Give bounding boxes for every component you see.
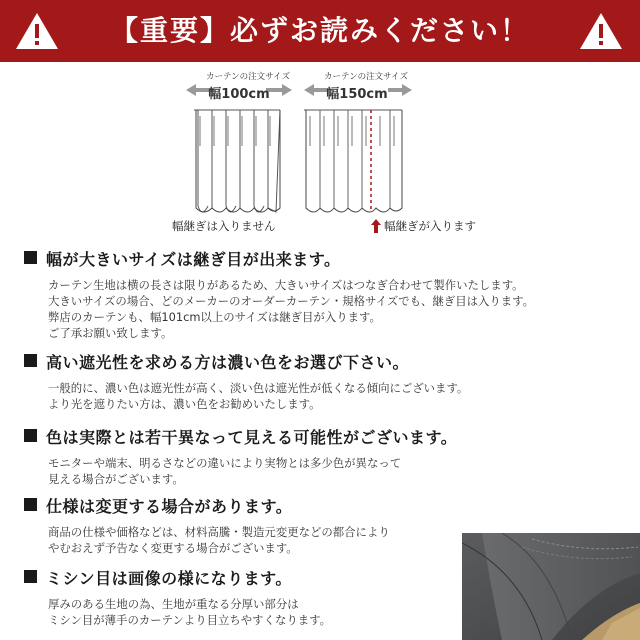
width-label: 幅150cm xyxy=(326,87,388,102)
bullet-square xyxy=(24,498,37,511)
body-line: ご了承お願い致します。 xyxy=(48,326,173,340)
body-line: 一般的に、濃い色は遮光性が高く、淡い色は遮光性が低くなる傾向にございます。 xyxy=(48,381,469,395)
notice-section xyxy=(24,247,624,341)
section-body xyxy=(48,380,624,412)
body-line: カーテン生地は横の長さは限りがあるため、大きいサイズはつなぎ合わせて製作いたします。 xyxy=(48,278,524,292)
no-seam-note: 幅継ぎは入りません xyxy=(172,219,276,233)
fabric-stitch-photo xyxy=(462,533,640,640)
width-label: 幅100cm xyxy=(208,87,270,102)
section-body xyxy=(48,455,624,487)
section-title: 高い遮光性を求める方は濃い色をお選び下さい。 xyxy=(46,353,410,372)
bullet-square xyxy=(24,429,37,442)
body-line: やむおえず予告なく変更する場合がございます。 xyxy=(48,541,298,555)
bullet-square xyxy=(24,354,37,367)
header-banner xyxy=(0,0,640,62)
warning-icon xyxy=(14,10,60,52)
bullet-square xyxy=(24,570,37,583)
body-line: 商品の仕様や価格などは、材料高騰・製造元変更などの都合により xyxy=(48,525,390,539)
body-line: 大きいサイズの場合、どのメーカーのオーダーカーテン・規格サイズでも、継ぎ目は入ります。 xyxy=(48,294,535,308)
body-line: ミシン目が薄手のカーテンより目立ちやすくなります。 xyxy=(48,613,332,627)
seam-note: 幅継ぎが入ります xyxy=(384,219,476,233)
body-line: モニターや端末、明るさなどの違いにより実物とは多少色が異なって xyxy=(48,456,402,470)
body-line: 厚みのある生地の為、生地が重なる分厚い部分は xyxy=(48,597,299,611)
order-size-label: カーテンの注文サイズ xyxy=(324,72,408,82)
page-title: 【重要】必ずお読みください！ xyxy=(109,14,530,47)
section-title: 幅が大きいサイズは継ぎ目が出来ます。 xyxy=(46,250,341,269)
section-body xyxy=(48,277,624,341)
notice-section xyxy=(24,350,624,412)
bullet-square xyxy=(24,251,37,264)
body-line: 見える場合がございます。 xyxy=(48,472,184,486)
curtain-diagram-with-seam xyxy=(298,66,438,241)
body-line: 弊店のカーテンも、幅101cm以上のサイズは継ぎ目が入ります。 xyxy=(48,310,381,324)
order-size-label: カーテンの注文サイズ xyxy=(206,72,290,82)
section-title: ミシン目は画像の様になります。 xyxy=(46,569,292,588)
body-line: より光を遮りたい方は、濃い色をお勧めいたします。 xyxy=(48,397,321,411)
warning-icon xyxy=(578,10,624,52)
up-arrow-icon xyxy=(371,219,381,233)
section-title: 仕様は変更する場合があります。 xyxy=(46,497,293,516)
section-title: 色は実際とは若干異なって見える可能性がございます。 xyxy=(46,428,458,447)
notice-section xyxy=(24,425,624,487)
